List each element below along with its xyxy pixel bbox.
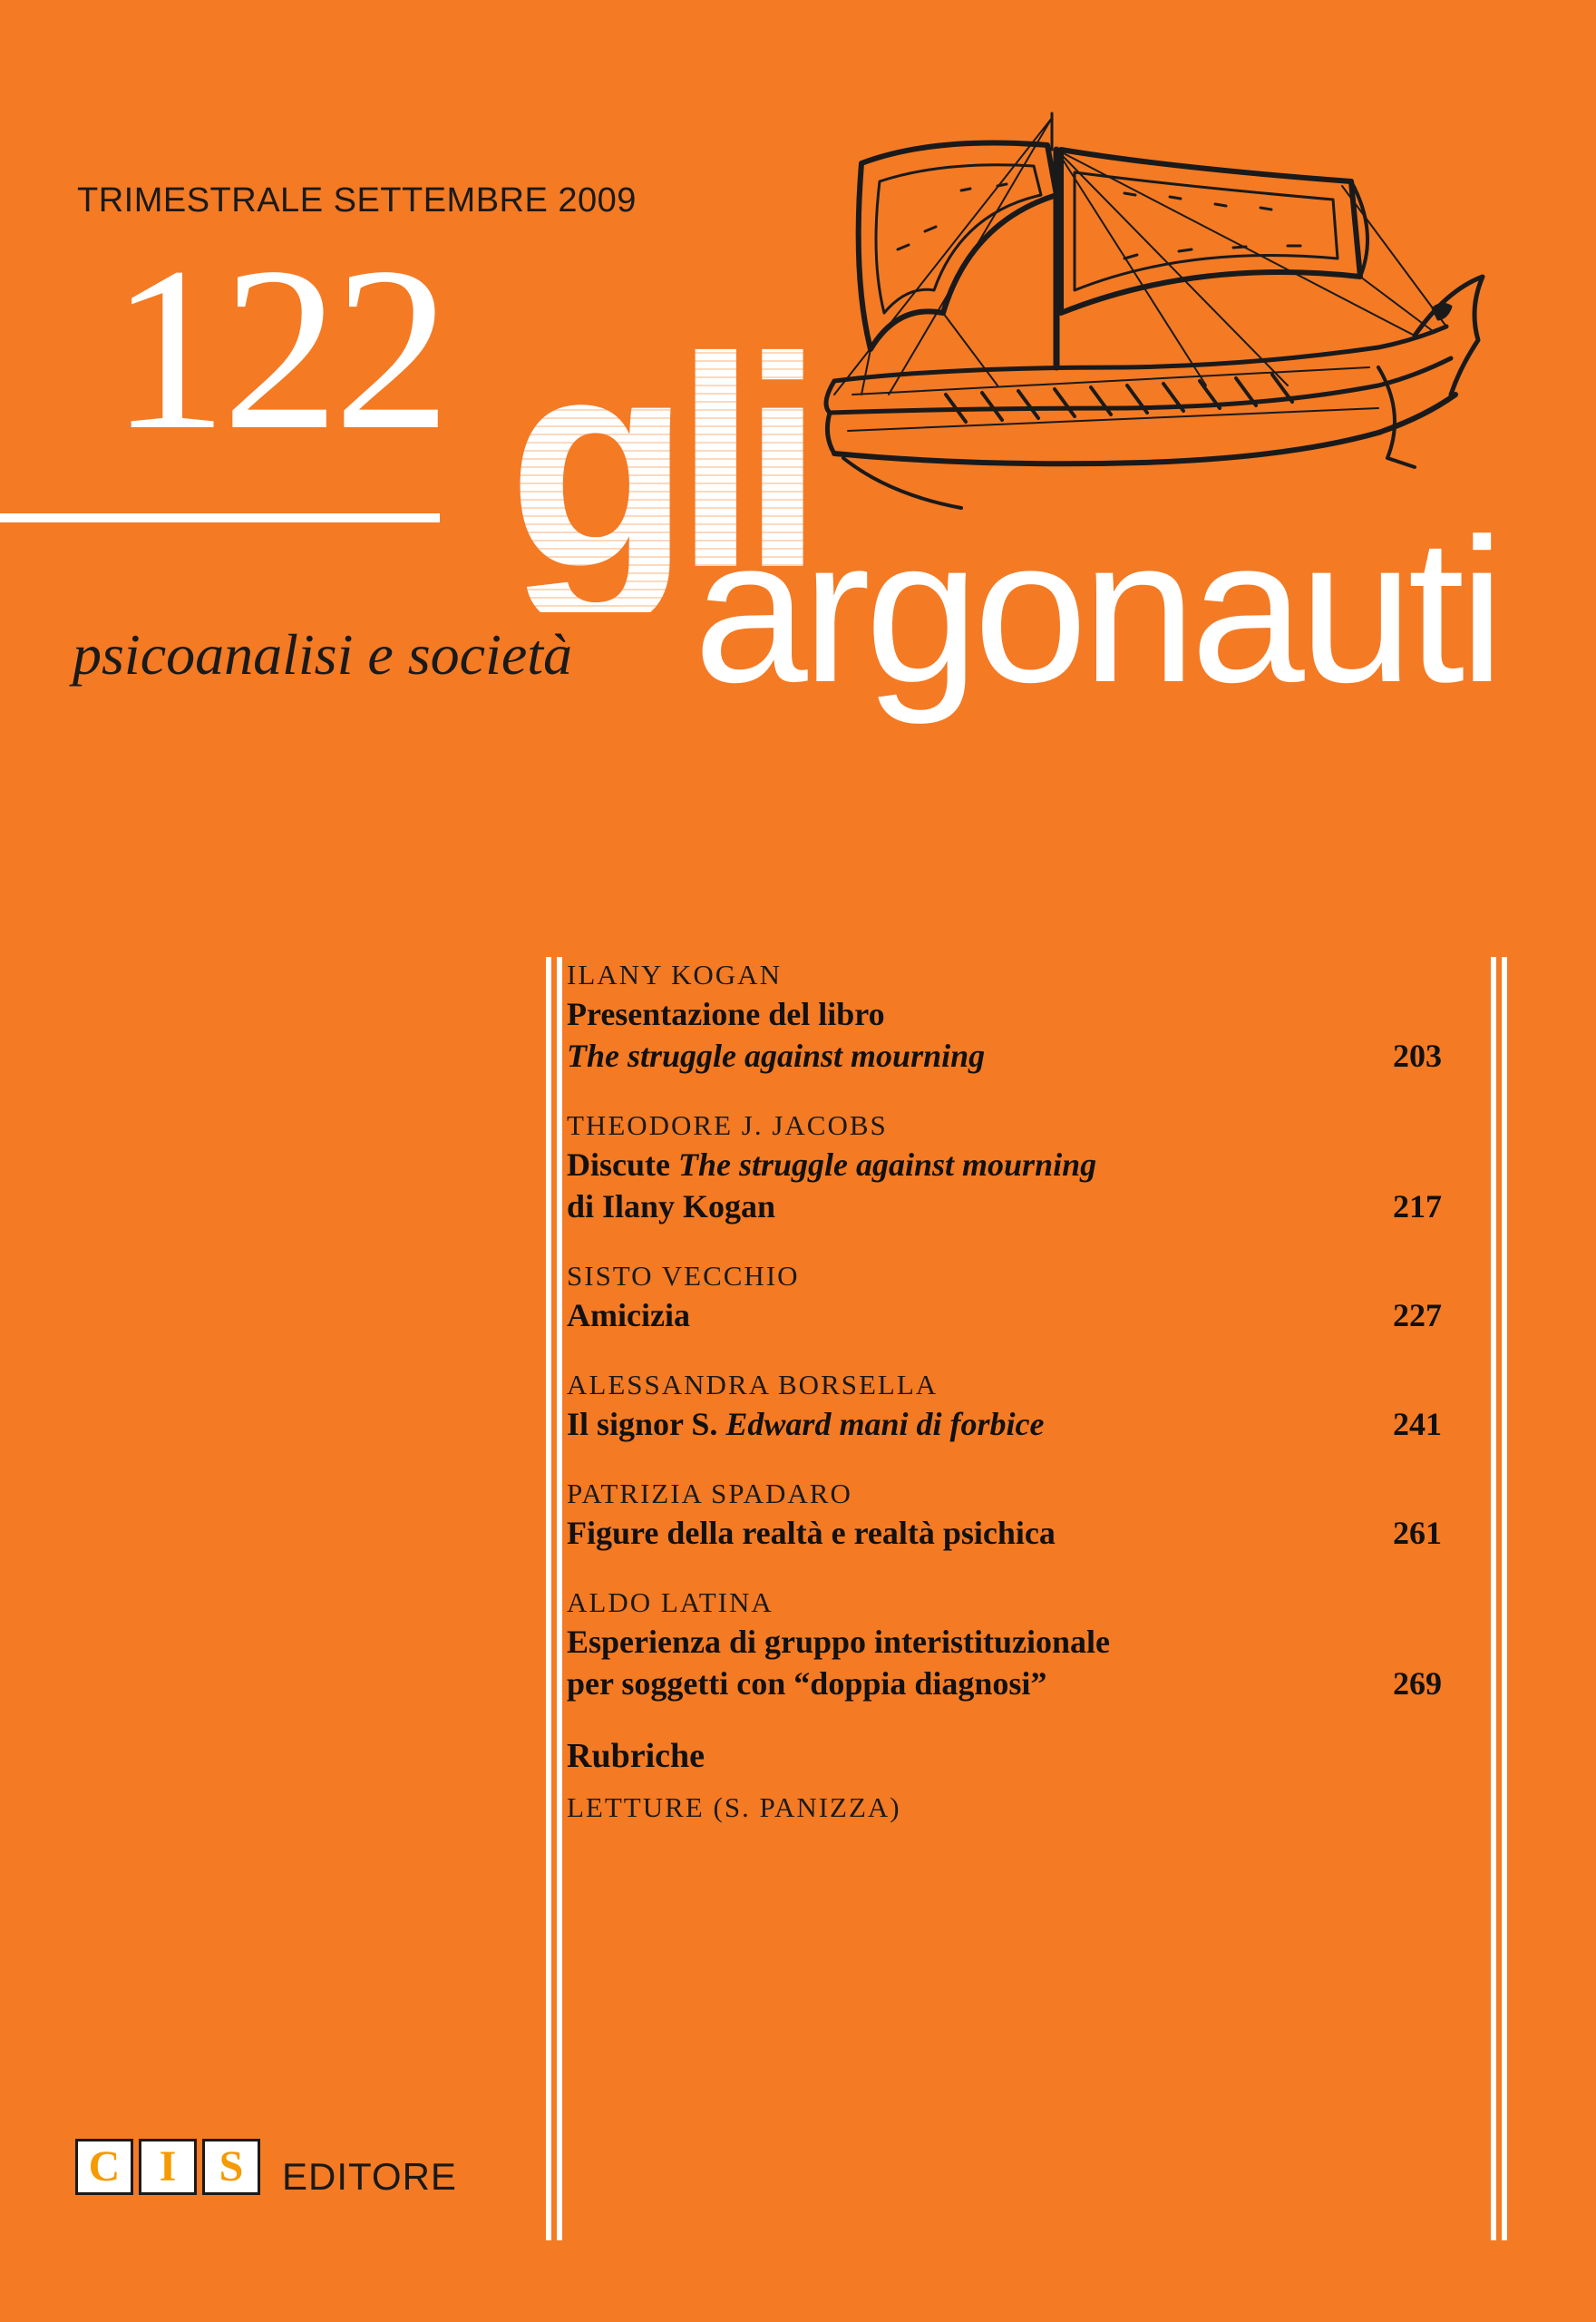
issue-frequency-date: TRIMESTRALE SETTEMBRE 2009 (77, 181, 637, 220)
article-title-italic: Edward mani di forbice (725, 1406, 1045, 1442)
article-title: per soggetti con “doppia diagnosi” (567, 1665, 1047, 1702)
table-of-contents (567, 957, 1460, 1826)
toc-entry (567, 1476, 1460, 1554)
publisher-name: EDITORE (282, 2155, 457, 2198)
article-title: Il signor S. (567, 1406, 726, 1442)
article-author: PATRIZIA SPADARO (567, 1478, 852, 1509)
article-author: THEODORE J. JACOBS (567, 1109, 888, 1141)
toc-entry (567, 1107, 1460, 1227)
rubriche-heading: Rubriche (567, 1737, 705, 1775)
article-title: di Ilany Kogan (567, 1188, 776, 1224)
page-number: 227 (1393, 1297, 1442, 1333)
toc-right-rule (1491, 957, 1496, 2240)
issue-number: 122 (111, 219, 445, 478)
page-number: 217 (1393, 1188, 1442, 1224)
article-author: ALESSANDRA BORSELLA (567, 1369, 939, 1400)
article-title-row (567, 1144, 1460, 1185)
toc-entry (567, 1367, 1460, 1445)
article-title-row (567, 1035, 1460, 1077)
article-title-row (567, 1403, 1460, 1445)
article-author: SISTO VECCHIO (567, 1260, 800, 1292)
article-author: ILANY KOGAN (567, 959, 782, 990)
page-number: 261 (1393, 1515, 1442, 1551)
article-title-italic: The struggle against mourning (677, 1146, 1097, 1183)
ancient-ship-illustration (780, 95, 1487, 522)
journal-title-argonauti: argonauti (694, 495, 1500, 725)
article-title: Figure della realtà e realtà psichica (567, 1515, 1056, 1551)
article-title-row (567, 1663, 1460, 1704)
article-title-row (567, 1294, 1460, 1336)
toc-entry (567, 1585, 1460, 1704)
article-title-row (567, 1185, 1460, 1227)
article-title-row (567, 993, 1460, 1035)
page-number: 241 (1393, 1406, 1442, 1442)
toc-right-rule (1502, 957, 1507, 2240)
article-title: Presentazione del libro (567, 996, 885, 1032)
toc-entry (567, 1258, 1460, 1336)
toc-left-rule (546, 957, 551, 2240)
page-number: 269 (1393, 1665, 1442, 1702)
article-title-row (567, 1621, 1460, 1663)
logo-letter-box: I (139, 2139, 197, 2195)
divider-rule (0, 513, 440, 522)
logo-letter-box: S (202, 2139, 260, 2195)
article-title-italic: The struggle against mourning (567, 1038, 986, 1074)
toc-left-rule (557, 957, 562, 2240)
page-number: 203 (1393, 1038, 1442, 1074)
logo-letter-box: C (75, 2139, 133, 2195)
article-title-row (567, 1512, 1460, 1554)
journal-title-gli: gli (508, 295, 808, 629)
toc-entry (567, 957, 1460, 1077)
article-author: ALDO LATINA (567, 1586, 774, 1618)
article-title: Amicizia (567, 1297, 690, 1333)
article-title: Discute (567, 1146, 678, 1183)
article-title: Esperienza di gruppo interistituzionale (567, 1624, 1111, 1660)
journal-subtitle: psicoanalisi e società (73, 622, 573, 687)
rubriche-item: LETTURE (S. PANIZZA) (567, 1791, 901, 1823)
